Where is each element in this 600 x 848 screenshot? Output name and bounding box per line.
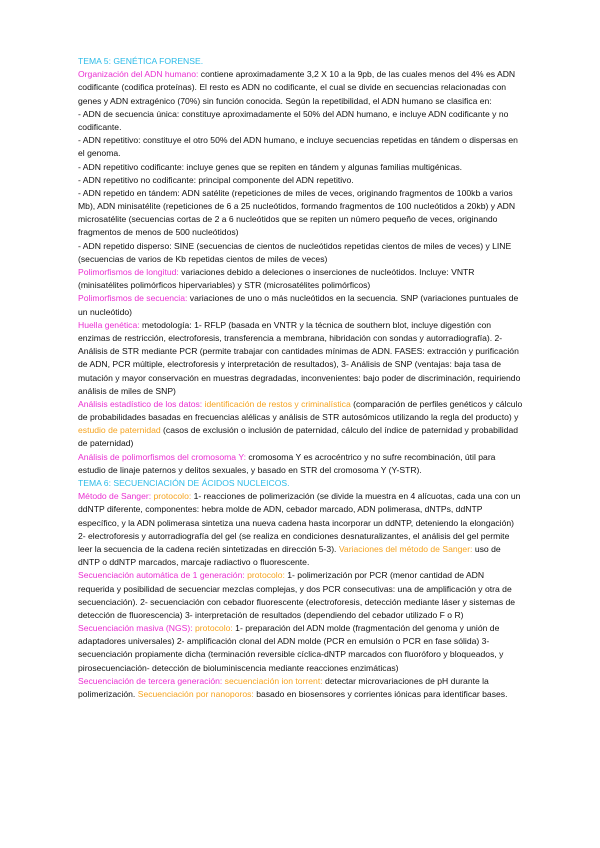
- sanger-label: Método de Sanger:: [78, 491, 152, 502]
- auto-label: Secuenciación automática de 1 generación:: [78, 570, 245, 581]
- sanger-line-1: Método de Sanger: protocolo: 1- reacciones de polimerización (se divide la muestra en 4 alícuotas, cada una con un: [78, 491, 521, 502]
- auto-protocolo: protocolo:: [244, 570, 285, 581]
- ngs-protocolo: protocolo:: [192, 623, 233, 634]
- analisis-sub-identificacion: identificación de restos y criminalística: [202, 398, 351, 409]
- auto-line-1: Secuenciación automática de 1 generación: protocolo: 1- polimerización por PCR (menor cantidad de ADN: [78, 570, 485, 581]
- sanger-line-6: dNTP o ddNTP marcados, marcaje radiactivo o fluorescente.: [78, 557, 310, 568]
- tema5-title: TEMA 5: GENÉTICA FORENSE.: [78, 56, 204, 66]
- org-line-5: codificante.: [78, 121, 122, 132]
- analisis-line-2: de probabilidades basadas en frecuencias alélicas y análisis de STR autosómicos utilizando la regla del producto) y: [78, 412, 519, 423]
- org-line-12: microsatélite (secuencias cortas de 2 a 6 nucleótidos que se repiten un número pequeño de veces, originando: [78, 214, 498, 225]
- tema6-title: TEMA 6: SECUENCIACIÓN DE ÁCIDOS NUCLEICOS.: [78, 478, 290, 488]
- org-line-7: el genoma.: [78, 148, 121, 159]
- huella-line-5: mutación y mayor conservación en muestras degradadas, inconvenientes: bajo poder de discriminación, requiriendo: [78, 372, 521, 383]
- sanger-line-4: 2- electroforesis y autorradiografía del gel (se realiza en condiciones desnaturalizantes, el análisis del gel permite: [78, 530, 510, 541]
- notes-content: [78, 55, 598, 701]
- org-line-11: Mb), ADN minisatélite (repeticiones de 6 a 25 nucleótidos, formando fragmentos de 100 nucleótidos a 20kb) y ADN: [78, 201, 516, 212]
- huella-line-4: de ADN, PCR múltiple, electroforesis y interpretación de resultados), 3- Análisis de SNP (ventajas: baja tasa de: [78, 359, 502, 370]
- tercera-label: Secuenciación de tercera generación:: [78, 675, 223, 686]
- poli-long-label: Polimorfismos de longitud:: [78, 267, 179, 277]
- cromo-label: Análisis de polimorfismos del cromosoma Y:: [78, 451, 246, 462]
- org-line-10: - ADN repetido en tándem: ADN satélite (repeticiones de miles de veces, originando fragmentos de 100kb a varios: [78, 187, 513, 198]
- huella-label: Huella genética:: [78, 319, 140, 330]
- org-label: Organización del ADN humano:: [78, 69, 199, 80]
- ngs-line-1: Secuenciación masiva (NGS): protocolo: 1- preparación del ADN molde (fragmentación del genoma y unión de: [78, 623, 500, 634]
- org-line-15: (secuencias de varios de Kb repetidas cientos de miles de veces): [78, 253, 328, 264]
- ngs-line-2: adaptadores universales) 2- amplificación clonal del ADN molde (PCR en emulsión o PCR en fase sólida) 3-: [78, 636, 490, 647]
- analisis-line-4: de paternidad): [78, 438, 134, 449]
- poli-long-line-2: (minisatélites polimórficos hipervariables) y STR (microsatélites polimórficos): [78, 280, 371, 291]
- analisis-label: Análisis estadístico de los datos:: [78, 398, 203, 409]
- org-line-14: - ADN repetido disperso: SINE (secuencias de cientos de nucleótidos repetidas cientos de miles de veces) y LINE: [78, 240, 512, 251]
- cromo-line-1: Análisis de polimorfismos del cromosoma Y: cromosoma Y es acrocéntrico y no sufre recombinación, útil para: [78, 451, 496, 462]
- sanger-protocolo: protocolo:: [151, 491, 192, 502]
- tercera-ion-torrent: secuenciación ion torrent:: [222, 675, 323, 686]
- org-line-6: - ADN repetitivo: constituye el otro 50% del ADN humano, e incluye secuencias repetidas en tándem o dispersas en: [78, 135, 518, 146]
- huella-line-1: Huella genética: metodología: 1- RFLP (basada en VNTR y la técnica de southern blot, incluye digestión con: [78, 319, 492, 330]
- org-line-1: Organización del ADN humano: contiene aproximadamente 3,2 X 10 a la 9pb, de las cuales menos del 4% es ADN: [78, 69, 516, 80]
- org-line-8: - ADN repetitivo codificante: incluye genes que se repiten en tándem y algunas familias multigénicas.: [78, 161, 463, 172]
- ngs-line-4: pirosecuenciación- detección de bioluminiscencia mediante reacciones enzimáticas): [78, 662, 399, 673]
- analisis-sub-paternidad: estudio de paternidad: [78, 425, 161, 436]
- poli-long-line-1: Polimorfismos de longitud: variaciones debido a deleciones o inserciones de nucleótidos. Incluye: VNTR: [78, 267, 475, 277]
- sanger-line-3: específico, y la ADN polimerasa sintetiza una nueva cadena hasta incorporar un ddNTP, deteniendo la elongación): [78, 517, 515, 528]
- analisis-line-1: Análisis estadístico de los datos: identificación de restos y criminalística (comparación de perfiles genéticos y cálculo: [78, 398, 523, 409]
- ngs-label: Secuenciación masiva (NGS):: [78, 623, 193, 634]
- huella-line-6: análisis de miles de SNP): [78, 385, 176, 396]
- sanger-line-2: ddNTP diferente, componentes: hebra molde de ADN, cebador marcado, ADN polimerasa, dNTPs, ddNTP: [78, 504, 483, 515]
- org-line-2: codificante (codifica proteínas). El resto es ADN no codificante, el cual se divide en secuencias relacionadas con: [78, 82, 507, 93]
- auto-line-2: requerida y posibilidad de secuenciar mezclas complejas, y dos PCR consecutivas: una de amplificación y otra de: [78, 583, 512, 594]
- sanger-variaciones-label: Variaciones del método de Sanger:: [336, 543, 473, 554]
- poli-sec-label: Polimorfismos de secuencia:: [78, 293, 188, 304]
- ngs-line-3: secuenciación propiamente dicha (terminación reversible cíclica-dNTP marcados con fluoróforo y bloqueados, y: [78, 649, 504, 660]
- analisis-line-3: estudio de paternidad (casos de exclusión o inclusión de paternidad, cálculo del índice de paternidad y probabilidad: [78, 425, 519, 436]
- huella-line-3: Análisis de STR mediante PCR (permite trabajar con cantidades mínimas de ADN. FASES: extracción y purificación: [78, 346, 519, 357]
- poli-sec-line-2: un nucleótido): [78, 306, 132, 317]
- org-line-3: genes y ADN extragénico (70%) sin función conocida. Según la repetibilidad, el ADN humano se clasifica en:: [78, 95, 492, 106]
- auto-line-3: secuenciación). 2- secuenciación con cebador fluorescente (electroforesis, detección mediante láser y sistemas de: [78, 596, 516, 607]
- tercera-nanoporos: Secuenciación por nanoporos:: [135, 689, 254, 699]
- tercera-line-2: polimerización. Secuenciación por nanoporos: basado en biosensores y corrientes iónicas para identificar bases.: [78, 689, 508, 699]
- org-line-9: - ADN repetitivo no codificante: principal componente del ADN repetitivo.: [78, 174, 354, 185]
- poli-sec-line-1: Polimorfismos de secuencia: variaciones de uno o más nucleótidos en la secuencia. SNP (variaciones puntuales de: [78, 293, 519, 304]
- org-line-4: - ADN de secuencia única: constituye aproximadamente el 50% del ADN humano, e incluye ADN codificante y no: [78, 108, 509, 119]
- sanger-line-5: leer la secuencia de la cadena recién sintetizadas en dirección 5-3). Variaciones del método de Sanger: uso de: [78, 543, 501, 554]
- tercera-line-1: Secuenciación de tercera generación: secuenciación ion torrent: detectar microvariaciones de pH durante la: [78, 675, 489, 686]
- auto-line-4: detección de fluorescencia) 3- interpretación de resultados (dependiendo del cebador utilizado F o R): [78, 609, 464, 620]
- org-line-13: fragmentos de menos de 500 nucleótidos): [78, 227, 239, 238]
- huella-line-2: enzimas de restricción, electroforesis, transferencia a membrana, hibridación con sondas y autorradiografía). 2-: [78, 332, 503, 343]
- cromo-line-2: estudio de linaje paternos y delitos sexuales, y basado en STR del cromosoma Y (Y-STR).: [78, 464, 422, 475]
